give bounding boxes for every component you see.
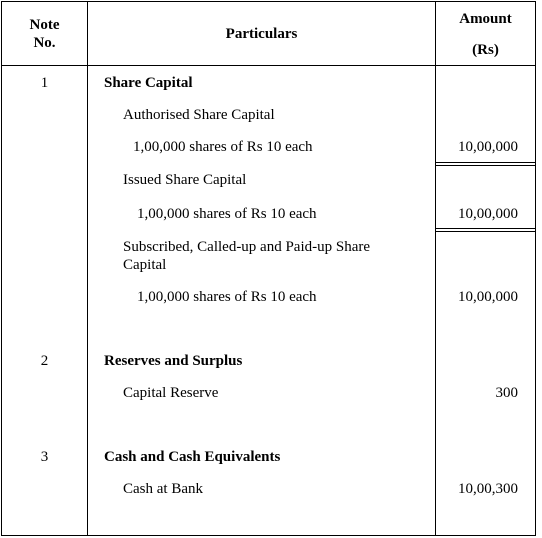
header-amount-line2: (Rs) bbox=[472, 42, 499, 58]
row-label: Capital Reserve bbox=[123, 385, 219, 401]
row-label-line2: Capital bbox=[123, 257, 167, 273]
amount-rule bbox=[435, 165, 535, 166]
row-label: Authorised Share Capital bbox=[123, 107, 275, 123]
amount-rule bbox=[435, 162, 535, 163]
row-amount: 10,00,300 bbox=[458, 481, 518, 497]
header-note-line2: No. bbox=[33, 35, 56, 51]
header-divider bbox=[2, 65, 535, 66]
amount-rule bbox=[435, 231, 535, 232]
header-particulars: Particulars bbox=[225, 26, 298, 42]
note-number: 2 bbox=[40, 353, 49, 369]
note-number: 3 bbox=[40, 449, 49, 465]
row-amount: 10,00,000 bbox=[458, 206, 518, 222]
row-label: Cash at Bank bbox=[123, 481, 203, 497]
row-amount: 10,00,000 bbox=[458, 139, 518, 155]
column-divider-note bbox=[87, 2, 88, 535]
header-note-line1: Note bbox=[29, 17, 60, 33]
notes-table bbox=[1, 1, 536, 536]
note-title: Reserves and Surplus bbox=[104, 353, 243, 369]
note-number: 1 bbox=[40, 75, 49, 91]
column-divider-amount bbox=[435, 2, 436, 535]
row-amount: 10,00,000 bbox=[458, 289, 518, 305]
row-amount: 300 bbox=[495, 385, 518, 401]
header-amount-line1: Amount bbox=[459, 11, 512, 27]
row-label: Issued Share Capital bbox=[123, 172, 247, 188]
row-detail: 1,00,000 shares of Rs 10 each bbox=[137, 206, 317, 222]
note-title: Share Capital bbox=[104, 75, 193, 91]
row-label-line1: Subscribed, Called-up and Paid-up Share bbox=[123, 239, 371, 255]
amount-rule bbox=[435, 228, 535, 229]
note-title: Cash and Cash Equivalents bbox=[104, 449, 281, 465]
row-detail: 1,00,000 shares of Rs 10 each bbox=[133, 139, 313, 155]
row-detail: 1,00,000 shares of Rs 10 each bbox=[137, 289, 317, 305]
